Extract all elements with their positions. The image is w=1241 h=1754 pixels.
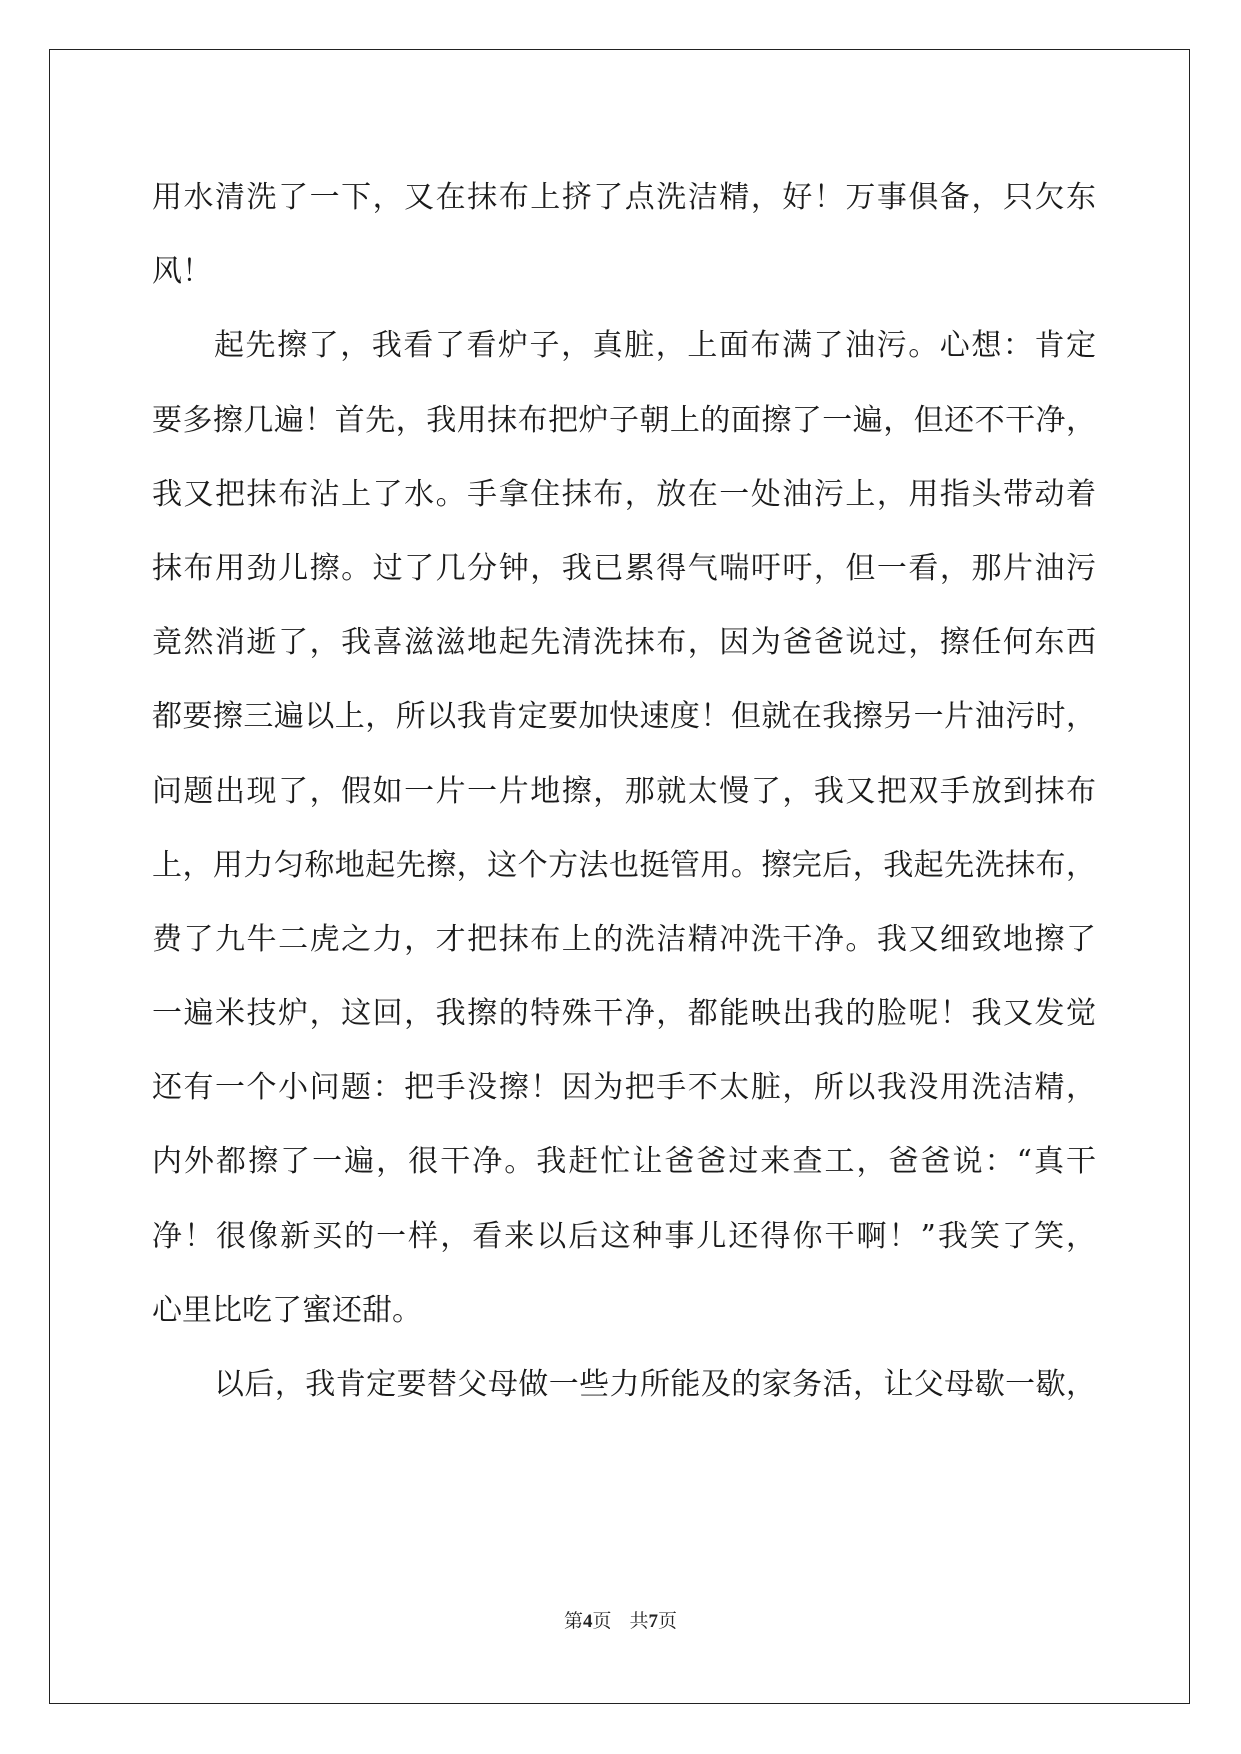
text-line: 心里比吃了蜜还甜。 — [152, 1292, 422, 1328]
text-line: 用水清洗了一下，又在抹布上挤了点洗洁精，好！万事俱备，只欠东 — [152, 180, 1096, 215]
text-line: 都要擦三遍以上，所以我肯定要加快速度！但就在我擦另一片油污时， — [152, 699, 1096, 735]
text-line: 上，用力匀称地起先擦，这个方法也挺管用。擦完后，我起先洗抹布， — [152, 847, 1096, 883]
total-page-count: 7 — [648, 1611, 659, 1632]
text-line: 竟然消逝了，我喜滋滋地起先清洗抹布，因为爸爸说过，擦任何东西 — [152, 625, 1096, 661]
text-line: 要多擦几遍！首先，我用抹布把炉子朝上的面擦了一遍，但还不干净， — [152, 402, 1096, 438]
text-line: 问题出现了，假如一片一片地擦，那就太慢了，我又把双手放到抹布 — [152, 773, 1096, 809]
current-page-number: 4 — [582, 1611, 593, 1632]
text-line: 还有一个小问题：把手没擦！因为把手不太脏，所以我没用洗洁精， — [152, 1070, 1096, 1106]
text-line: 一遍米技炉，这回，我擦的特殊干净，都能映出我的脸呢！我又发觉 — [152, 996, 1096, 1032]
document-body — [152, 161, 1096, 1422]
paragraph-start-line: 以后，我肯定要替父母做一些力所能及的家务活，让父母歇一歇， — [214, 1367, 1096, 1402]
total-pages-prefix: 共 — [629, 1610, 649, 1632]
text-line: 我又把抹布沾上了水。手拿住抹布，放在一处油污上，用指头带动着 — [152, 476, 1096, 512]
paragraph-start-line: 起先擦了，我看了看炉子，真脏，上面布满了油污。心想：肯定 — [214, 328, 1096, 364]
text-line: 净！很像新买的一样，看来以后这种事儿还得你干啊！”我笑了笑， — [152, 1218, 1096, 1254]
text-line: 内外都擦了一遍，很干净。我赶忙让爸爸过来查工，爸爸说：“真干 — [152, 1144, 1096, 1180]
page-footer — [0, 1606, 1241, 1633]
text-line: 抹布用劲儿擦。过了几分钟，我已累得气喘吁吁，但一看，那片油污 — [152, 550, 1096, 586]
page-number-prefix: 第 — [563, 1610, 583, 1632]
text-line: 费了九牛二虎之力，才把抹布上的洗洁精冲洗干净。我又细致地擦了 — [152, 921, 1096, 957]
total-pages-suffix: 页 — [658, 1610, 678, 1632]
page-number-suffix: 页 — [592, 1610, 612, 1632]
text-line: 风！ — [152, 254, 212, 290]
